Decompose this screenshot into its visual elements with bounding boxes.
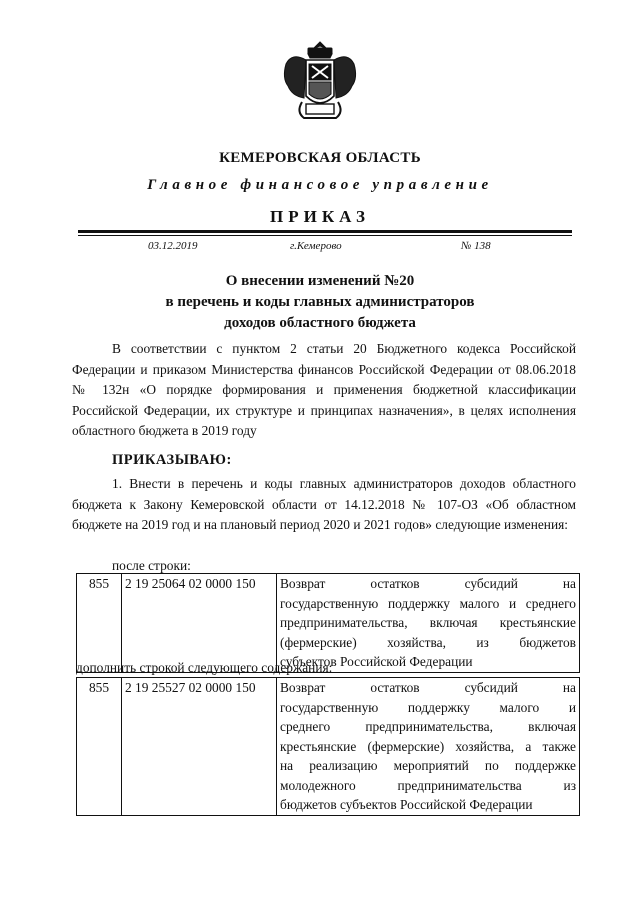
item-1-paragraph: 1. Внести в перечень и коды главных администраторов доходов областного бюджета к Закону Кемеровской области от 14.12.2018 № 107-ОЗ «Об областном бюджете на 2019 год и на плановый период 2020 и 2021 годов» следующие изменения: <box>72 476 576 533</box>
document-title <box>0 271 640 334</box>
after-row-label: после строки: <box>112 558 191 573</box>
title-line-3: доходов областного бюджета <box>224 315 416 331</box>
document-date: 03.12.2019 <box>148 240 198 252</box>
admin-code-cell: 855 <box>77 574 122 673</box>
income-code-cell: 2 19 25064 02 0000 150 <box>122 574 277 673</box>
title-line-1: О внесении изменений №20 <box>225 273 415 289</box>
description-cell <box>277 574 580 673</box>
description-line: (фермерские) хозяйства, из бюджетов <box>280 634 576 650</box>
existing-row-table <box>76 573 580 673</box>
income-code-cell: 2 19 25527 02 0000 150 <box>122 678 277 816</box>
description-line: на реализацию мероприятий по поддержке <box>280 758 576 773</box>
description-line: бюджетов субъектов Российской Федерации <box>280 797 533 812</box>
description-line: Возврат остатков субсидий на <box>280 576 576 591</box>
add-row-label: дополнить строкой следующего содержания: <box>76 660 333 675</box>
admin-code-cell: 855 <box>77 678 122 816</box>
region-name: КЕМЕРОВСКАЯ ОБЛАСТЬ <box>219 150 421 166</box>
document-city: г.Кемерово <box>290 240 342 252</box>
agency-name: Главное финансовое управление <box>147 177 493 193</box>
decree-heading: ПРИКАЗЫВАЮ: <box>112 452 232 468</box>
description-line: Возврат остатков субсидий на <box>280 680 576 695</box>
new-row-table <box>76 677 580 816</box>
header-rule-thick <box>78 230 572 233</box>
title-line-2: в перечень и коды главных администраторов <box>165 294 475 310</box>
coat-of-arms-emblem <box>278 38 362 126</box>
document-number: № 138 <box>461 240 491 252</box>
table-row <box>77 678 580 816</box>
description-line: субъектов Российской Федерации <box>280 654 473 669</box>
description-line: предпринимательства, включая крестьянские <box>280 615 576 630</box>
description-cell <box>277 678 580 816</box>
description-line: молодежного предпринимательства из <box>280 777 576 793</box>
preamble-paragraph: В соответствии с пунктом 2 статьи 20 Бюджетного кодекса Российской Федерации и приказом Министерства финансов Российской Федерации от 08.06.2018 № 132н «О порядке формирования и применения бюджетной классификации Российской Федерации, их структуре и принципах назначения», в целях исполнения областного бюджета в 2019 году <box>72 341 576 439</box>
description-line: крестьянские (фермерские) хозяйства, а также <box>280 738 576 754</box>
document-type: ПРИКАЗ <box>270 207 370 226</box>
description-line: среднего предпринимательства, включая <box>280 719 576 734</box>
description-line: государственную поддержку малого и среднего <box>280 595 576 611</box>
table-row <box>77 574 580 673</box>
description-line: государственную поддержку малого и <box>280 699 576 715</box>
header-rule-thin <box>78 235 572 236</box>
